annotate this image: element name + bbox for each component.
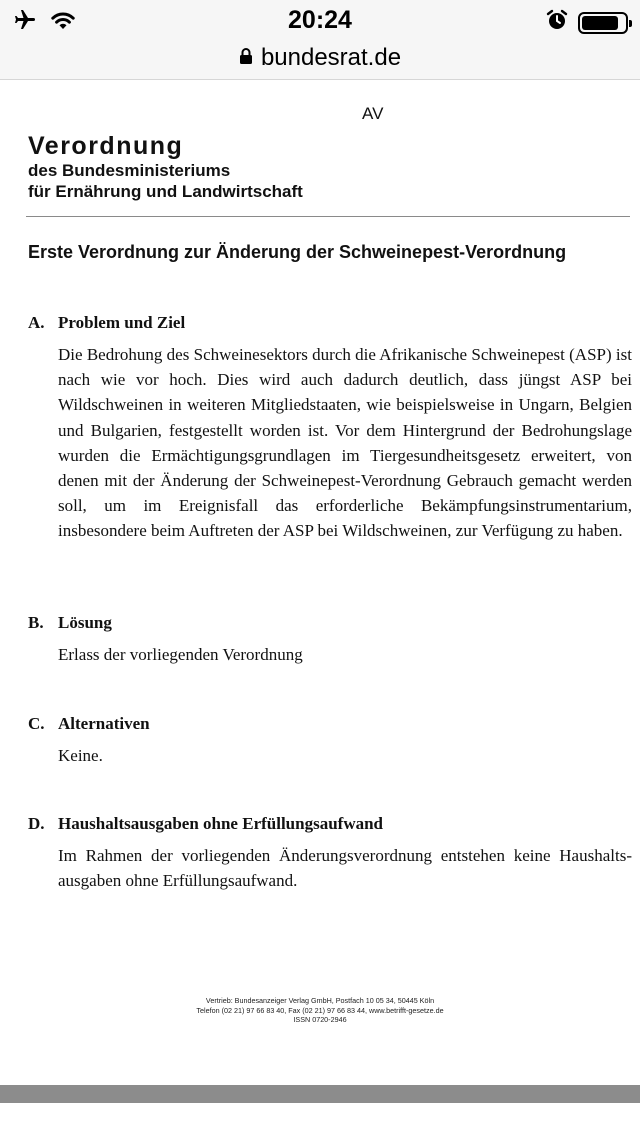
url-text[interactable]: bundesrat.de [260, 44, 402, 71]
battery-fill [582, 16, 618, 30]
section-heading [28, 612, 632, 634]
issuer-line-1: des Bundesministeriums [28, 161, 231, 180]
document-tag: AV [362, 104, 384, 123]
section-body: Im Rahmen der vorliegenden Änderungsverordnung entstehen keine Haushaltsausgaben ohne Erfüllungsaufwand. [58, 846, 632, 891]
document-title: Erste Verordnung zur Änderung der Schweinepest-Verordnung [28, 242, 567, 262]
header-divider [26, 216, 630, 217]
url-bar[interactable] [0, 40, 640, 76]
alarm-icon [546, 9, 568, 36]
section-letter: A. [28, 313, 45, 332]
document-page [0, 80, 640, 1084]
section-letter: C. [28, 714, 45, 733]
section-solution [28, 612, 632, 667]
issuer-title: Verordnung [28, 132, 184, 160]
status-time: 20:24 [288, 6, 352, 34]
browser-chrome [0, 0, 640, 80]
lock-icon [239, 44, 253, 72]
section-body: Erlass der vorliegenden Verordnung [58, 645, 303, 664]
section-heading [28, 813, 632, 835]
footer-line-2: Telefon (02 21) 97 66 83 40, Fax (02 21) 97 66 83 44, www.betrifft-gesetze.de [196, 1005, 444, 1015]
battery-icon [578, 12, 628, 34]
status-bar [0, 0, 640, 40]
section-body: Keine. [58, 746, 103, 765]
section-title: Problem und Ziel [58, 313, 186, 332]
section-problem [28, 312, 632, 544]
section-heading [28, 312, 632, 334]
publisher-footer [0, 996, 640, 1025]
section-budget [28, 813, 632, 893]
section-title: Haushaltsausgaben ohne Erfüllungsaufwand [58, 814, 384, 833]
section-alternatives [28, 713, 632, 768]
issuer-block [28, 132, 303, 202]
section-title: Alternativen [58, 714, 150, 733]
footer-line-1: Vertrieb: Bundesanzeiger Verlag GmbH, Postfach 10 05 34, 50445 Köln [205, 996, 435, 1005]
section-letter: B. [28, 613, 44, 632]
page-separator-bar [0, 1085, 640, 1103]
section-title: Lösung [58, 613, 112, 632]
footer-line-3: ISSN 0720-2946 [293, 1015, 347, 1024]
section-heading [28, 713, 632, 735]
status-right [546, 9, 628, 36]
section-letter: D. [28, 814, 45, 833]
section-body: Die Bedrohung des Schweinesektors durch die Afrikanische Schweinepest (ASP) ist nach wie vor hoch. Dies wird auch dadurch deutlich, dass jüngst ASP bei Wildschweinen in weiteren Mitgliedstaaten, wie beispielsweise in Ungarn, Belgien und Bulgarien, festgestellt worden ist. Vor dem Hintergrund der Bedrohungslage wurden die Ermächtigungsgrundlagen im Tiergesundheitsgesetz erweitert, von denen mit der Änderung der Schweinepest-Verordnung Gebrauch gemacht werden soll, um im Ereignisfall das erforderliche Bekämpfungsinstrumentarium, insbesondere beim Auftreten der ASP bei Wildschweinen, zur Verfügung zu haben. [58, 345, 632, 541]
issuer-line-2: für Ernährung und Landwirtschaft [28, 182, 303, 201]
